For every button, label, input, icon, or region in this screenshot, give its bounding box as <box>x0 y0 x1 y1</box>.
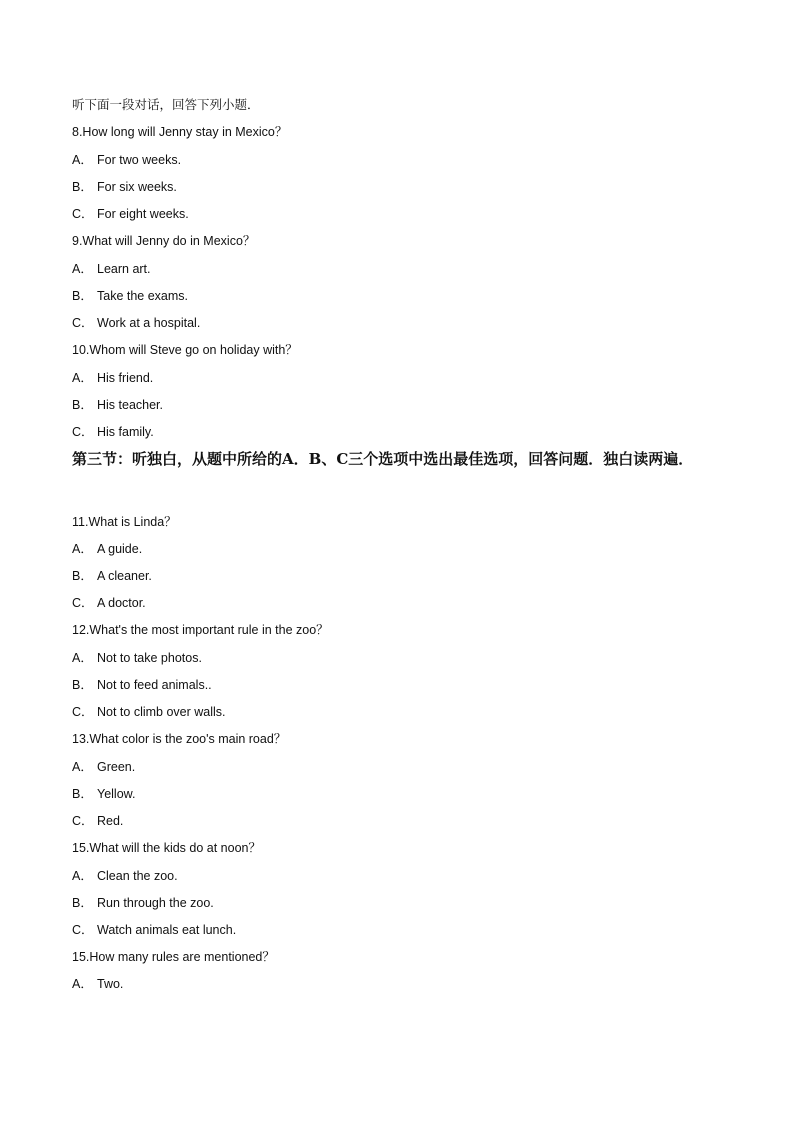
question-11: 11.What is Linda？ <box>72 515 177 529</box>
question-13-option-a <box>72 759 135 775</box>
question-14-option-b <box>72 895 214 911</box>
section-3-heading: 第三节：听独白，从题中所给的A．B、C三个选项中选出最佳选项，回答问题．独白读两遍． <box>72 450 694 468</box>
option-text: A guide. <box>97 542 143 556</box>
option-letter: B． <box>72 569 93 583</box>
question-12-option-b <box>72 677 212 693</box>
option-text: Yellow. <box>97 787 136 801</box>
option-letter: B． <box>72 787 93 801</box>
question-10: 10.Whom will Steve go on holiday with？ <box>72 343 298 357</box>
question-12: 12.What's the most important rule in the zoo？ <box>72 623 329 637</box>
option-letter: B． <box>72 678 93 692</box>
question-8-option-a <box>72 152 181 168</box>
option-text: His teacher. <box>97 398 164 412</box>
option-letter: C． <box>72 596 94 610</box>
option-letter: A． <box>72 153 93 167</box>
option-text: Two. <box>97 977 124 991</box>
option-letter: A． <box>72 542 93 556</box>
question-11-option-c <box>72 595 146 611</box>
question-9-option-c <box>72 315 200 331</box>
question-15-option-a <box>72 976 123 992</box>
option-letter: A． <box>72 651 93 665</box>
question-14-option-c <box>72 922 236 938</box>
question-9-option-b <box>72 288 188 304</box>
question-14-option-a <box>72 868 178 884</box>
option-text: Not to take photos. <box>97 651 202 665</box>
option-text: Green. <box>97 760 136 774</box>
option-text: For two weeks. <box>97 153 182 167</box>
section-intro: 听下面一段对话，回答下列小题． <box>72 98 260 112</box>
question-10-option-b <box>72 397 163 413</box>
option-text: Work at a hospital. <box>97 316 201 330</box>
option-letter: C． <box>72 814 94 828</box>
option-letter: B． <box>72 398 93 412</box>
option-text: His family. <box>97 425 154 439</box>
option-letter: A． <box>72 262 93 276</box>
question-14: 15.What will the kids do at noon？ <box>72 841 261 855</box>
question-13: 13.What color is the zoo's main road？ <box>72 732 287 746</box>
question-8-option-c <box>72 206 189 222</box>
option-text: Watch animals eat lunch. <box>97 923 237 937</box>
option-letter: B． <box>72 180 93 194</box>
option-letter: A． <box>72 371 93 385</box>
option-text: For eight weeks. <box>97 207 189 221</box>
option-text: Clean the zoo. <box>97 869 178 883</box>
question-10-option-a <box>72 370 153 386</box>
question-9-option-a <box>72 261 151 277</box>
question-8: 8.How long will Jenny stay in Mexico？ <box>72 125 288 139</box>
option-text: A cleaner. <box>97 569 152 583</box>
question-11-option-a <box>72 541 142 557</box>
question-13-option-c <box>72 813 123 829</box>
option-letter: A． <box>72 760 93 774</box>
option-letter: C． <box>72 316 94 330</box>
option-text: Not to climb over walls. <box>97 705 226 719</box>
option-text: Red. <box>97 814 124 828</box>
option-text: Run through the zoo. <box>97 896 214 910</box>
option-text: Not to feed animals.. <box>97 678 212 692</box>
question-8-option-b <box>72 179 177 195</box>
question-10-option-c <box>72 424 154 440</box>
option-text: His friend. <box>97 371 154 385</box>
option-text: Take the exams. <box>97 289 189 303</box>
question-12-option-a <box>72 650 202 666</box>
question-15: 15.How many rules are mentioned？ <box>72 950 275 964</box>
option-text: A doctor. <box>97 596 146 610</box>
option-letter: C． <box>72 705 94 719</box>
option-text: For six weeks. <box>97 180 177 194</box>
question-11-option-b <box>72 568 152 584</box>
option-letter: C． <box>72 425 94 439</box>
question-9: 9.What will Jenny do in Mexico？ <box>72 234 256 248</box>
option-letter: A． <box>72 977 93 991</box>
question-12-option-c <box>72 704 226 720</box>
option-letter: C． <box>72 207 94 221</box>
option-letter: C． <box>72 923 94 937</box>
question-13-option-b <box>72 786 135 802</box>
option-text: Learn art. <box>97 262 151 276</box>
option-letter: A． <box>72 869 93 883</box>
option-letter: B． <box>72 289 93 303</box>
option-letter: B． <box>72 896 93 910</box>
